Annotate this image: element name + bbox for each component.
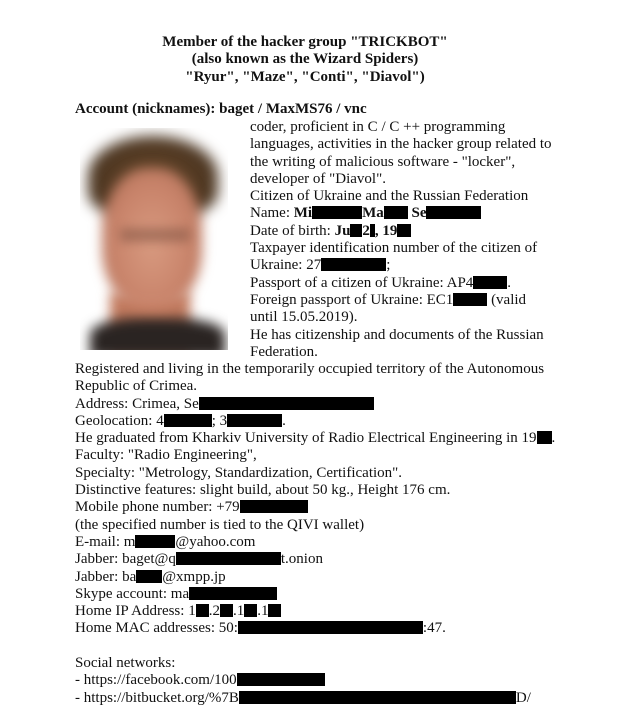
text-line: Registered and living in the temporarily occupied territory of the Autonomous [75, 361, 545, 377]
text: Address: Crimea, Se [75, 395, 199, 412]
text-line: coder, proficient in C / C ++ programming [250, 119, 506, 135]
redaction [268, 604, 281, 617]
redaction [240, 500, 308, 513]
skype-line [75, 586, 615, 603]
text: . [282, 412, 286, 429]
redaction [384, 206, 408, 219]
text: .1 [257, 603, 269, 620]
text-line: Taxpayer identification number of the citizen of [250, 240, 538, 257]
text-line: languages, activities in the hacker group related to [250, 136, 552, 153]
dob-line [250, 223, 570, 240]
jabber-line [75, 551, 615, 568]
document-title [0, 34, 610, 86]
foreign-passport-line [250, 292, 570, 309]
name-part: Se [411, 205, 427, 222]
text: @xmpp.jp [162, 568, 226, 585]
mac-line [75, 620, 615, 637]
redaction [453, 293, 487, 306]
text: Jabber: baget@q [75, 551, 176, 568]
text: ; [386, 257, 391, 274]
text: .2 [208, 603, 220, 620]
text: Geolocation: 4 [75, 412, 164, 429]
text: Ukraine: 27 [250, 257, 322, 274]
graduation-line [75, 430, 615, 447]
facebook-line [75, 672, 615, 689]
profile-summary [250, 119, 570, 361]
bitbucket-line [75, 690, 615, 707]
redaction [473, 276, 507, 289]
text-line: developer of "Diavol". [250, 170, 386, 187]
text: - https://bitbucket.org/%7B [75, 689, 239, 706]
text: Passport of a citizen of Ukraine: AP4 [250, 274, 474, 291]
title-line: (also known as the Wizard Spiders) [191, 51, 419, 68]
label: Name: [250, 205, 294, 222]
text: (valid [487, 291, 527, 308]
redaction [136, 570, 162, 583]
text-line: until 15.05.2019). [250, 309, 358, 326]
ip-line [75, 603, 615, 620]
name-line [250, 205, 570, 222]
tax-line [250, 257, 570, 274]
email-line [75, 534, 615, 551]
redaction [227, 414, 282, 427]
text: Mobile phone number: +79 [75, 499, 240, 516]
text: Home MAC addresses: 50: [75, 620, 238, 637]
text: D/ [515, 689, 531, 706]
redaction [176, 552, 281, 565]
dob-part: , 19 [374, 222, 398, 239]
text: He graduated from Kharkiv University of Radio Electrical Engineering in 19 [75, 430, 537, 447]
text: Jabber: ba [75, 568, 137, 585]
name-part: Ma [362, 205, 384, 222]
text: :47. [422, 620, 446, 637]
redaction [426, 206, 481, 219]
redaction [397, 224, 411, 237]
redaction [220, 604, 233, 617]
text: . [507, 274, 512, 291]
text-line: Distinctive features: slight build, about 50 kg., Height 176 cm. [75, 482, 451, 499]
text: .1 [232, 603, 245, 620]
mobile-line [75, 499, 615, 516]
redaction [199, 397, 374, 410]
jabber-line [75, 569, 615, 586]
profile-details [75, 361, 615, 707]
text-line: (the specified number is tied to the QIVI wallet) [75, 516, 365, 533]
redaction [238, 621, 423, 634]
redaction [189, 587, 277, 600]
redaction [321, 258, 386, 271]
text-line: the writing of malicious software - "locker", [250, 153, 516, 170]
redaction [196, 604, 209, 617]
blurred-portrait-photo [80, 128, 228, 350]
title-line: Member of the hacker group "TRICKBOT" [162, 34, 448, 50]
text: . [551, 430, 556, 447]
text: Foreign passport of Ukraine: EC1 [250, 291, 454, 308]
text-line: Social networks: [75, 655, 176, 672]
text-line: Citizen of Ukraine and the Russian Federation [250, 188, 529, 205]
label: Date of birth: [250, 222, 335, 239]
redaction [537, 431, 552, 444]
text: Home IP Address: 1 [75, 603, 196, 620]
text-line: Specialty: "Metrology, Standardization, Certification". [75, 464, 403, 481]
text: E-mail: m [75, 533, 136, 550]
text-line: Faculty: "Radio Engineering", [75, 447, 257, 464]
text: ; 3 [211, 412, 228, 429]
address-line [75, 396, 615, 413]
dob-part: Ju [334, 222, 351, 239]
dob-part: 2 [362, 222, 370, 239]
text: @yahoo.com [175, 533, 256, 550]
redaction [350, 224, 362, 237]
text-line: Federation. [250, 343, 318, 360]
title-line: "Ryur", "Maze", "Conti", "Diavol") [185, 68, 425, 85]
redaction [244, 604, 257, 617]
text-line: Republic of Crimea. [75, 378, 198, 395]
text: Skype account: ma [75, 585, 190, 602]
passport-line [250, 275, 570, 292]
text: - https://facebook.com/100 [75, 672, 237, 689]
text: t.onion [280, 551, 323, 568]
name-part: Mi [293, 205, 313, 222]
geolocation-line [75, 413, 615, 430]
account-heading: Account (nicknames): baget / MaxMS76 / vnc [75, 101, 367, 117]
text-line: He has citizenship and documents of the Russian [250, 326, 544, 343]
redaction [135, 535, 175, 548]
redaction [312, 206, 362, 219]
blank-line [75, 638, 615, 655]
redaction [237, 673, 325, 686]
redaction [239, 691, 516, 704]
redaction [164, 414, 212, 427]
